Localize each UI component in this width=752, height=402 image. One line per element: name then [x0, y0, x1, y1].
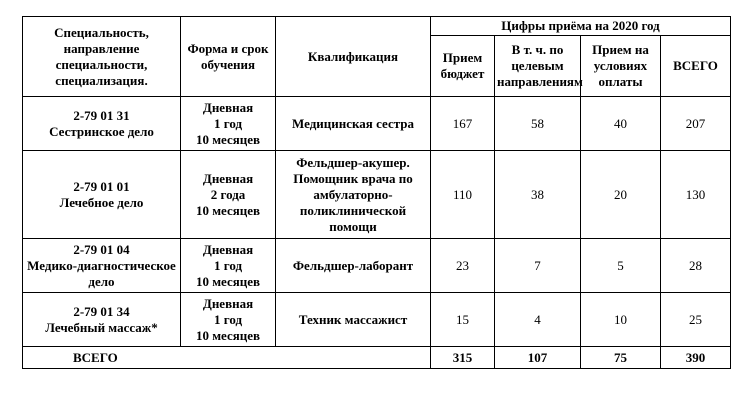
targeted-cell: 38	[495, 151, 581, 239]
specialty-cell	[23, 239, 181, 293]
header-qualification: Квалификация	[276, 17, 431, 97]
total-cell: 28	[661, 239, 731, 293]
form-line: 10 месяцев	[195, 273, 261, 289]
targeted-cell: 7	[495, 239, 581, 293]
specialty-cell	[23, 151, 181, 239]
form-line: 10 месяцев	[195, 327, 261, 343]
header-admission-group: Цифры приёма на 2020 год	[431, 17, 731, 36]
specialty-code: 2-79 01 34	[73, 303, 130, 319]
total-cell: 207	[661, 97, 731, 151]
form-line: 1 год	[213, 257, 243, 273]
header-total: ВСЕГО	[661, 36, 731, 97]
budget-cell: 110	[431, 151, 495, 239]
form-line: 1 год	[213, 311, 243, 327]
header-budget: Прием бюджет	[431, 36, 495, 97]
table-row	[23, 151, 731, 239]
specialty-code: 2-79 01 04	[73, 241, 130, 257]
header-paid: Прием на условиях оплаты	[581, 36, 661, 97]
targeted-cell: 58	[495, 97, 581, 151]
header-targeted: В т. ч. по целевым направлениям	[495, 36, 581, 97]
specialty-name: Лечебное дело	[59, 194, 144, 210]
header-row-top	[23, 17, 731, 36]
qualification-cell: Техник массажист	[276, 293, 431, 347]
paid-cell: 40	[581, 97, 661, 151]
specialty-name: Лечебный массаж*	[45, 319, 158, 335]
specialty-code: 2-79 01 31	[73, 107, 130, 123]
targeted-cell: 4	[495, 293, 581, 347]
form-line: 10 месяцев	[195, 131, 261, 147]
form-line: 2 года	[210, 186, 246, 202]
form-cell	[181, 97, 276, 151]
totals-targeted: 107	[495, 347, 581, 369]
total-cell: 25	[661, 293, 731, 347]
table-row	[23, 293, 731, 347]
form-cell	[181, 151, 276, 239]
budget-cell: 15	[431, 293, 495, 347]
budget-cell: 167	[431, 97, 495, 151]
specialty-cell	[23, 293, 181, 347]
form-line: Дневная	[202, 170, 254, 186]
form-line: Дневная	[202, 241, 254, 257]
specialty-name: Медико-диагностическое дело	[27, 257, 176, 289]
form-line: Дневная	[202, 99, 254, 115]
form-cell	[181, 293, 276, 347]
table-row	[23, 239, 731, 293]
totals-label: ВСЕГО	[23, 347, 431, 369]
specialty-code: 2-79 01 01	[73, 178, 130, 194]
form-line: 10 месяцев	[195, 202, 261, 218]
form-cell	[181, 239, 276, 293]
total-cell: 130	[661, 151, 731, 239]
form-line: 1 год	[213, 115, 243, 131]
header-specialty: Специальность, направление специальности, специализация.	[23, 17, 181, 97]
header-form: Форма и срок обучения	[181, 17, 276, 97]
paid-cell: 10	[581, 293, 661, 347]
specialty-name: Сестринское дело	[49, 123, 154, 139]
qualification-cell: Медицинская сестра	[276, 97, 431, 151]
paid-cell: 5	[581, 239, 661, 293]
totals-budget: 315	[431, 347, 495, 369]
admissions-table	[22, 16, 731, 369]
totals-row	[23, 347, 731, 369]
table-row	[23, 97, 731, 151]
totals-total: 390	[661, 347, 731, 369]
paid-cell: 20	[581, 151, 661, 239]
form-line: Дневная	[202, 295, 254, 311]
qualification-cell: Фельдшер-лаборант	[276, 239, 431, 293]
specialty-cell	[23, 97, 181, 151]
totals-paid: 75	[581, 347, 661, 369]
qualification-cell: Фельдшер-акушер. Помощник врача по амбулаторно-поликлинической помощи	[276, 151, 431, 239]
budget-cell: 23	[431, 239, 495, 293]
